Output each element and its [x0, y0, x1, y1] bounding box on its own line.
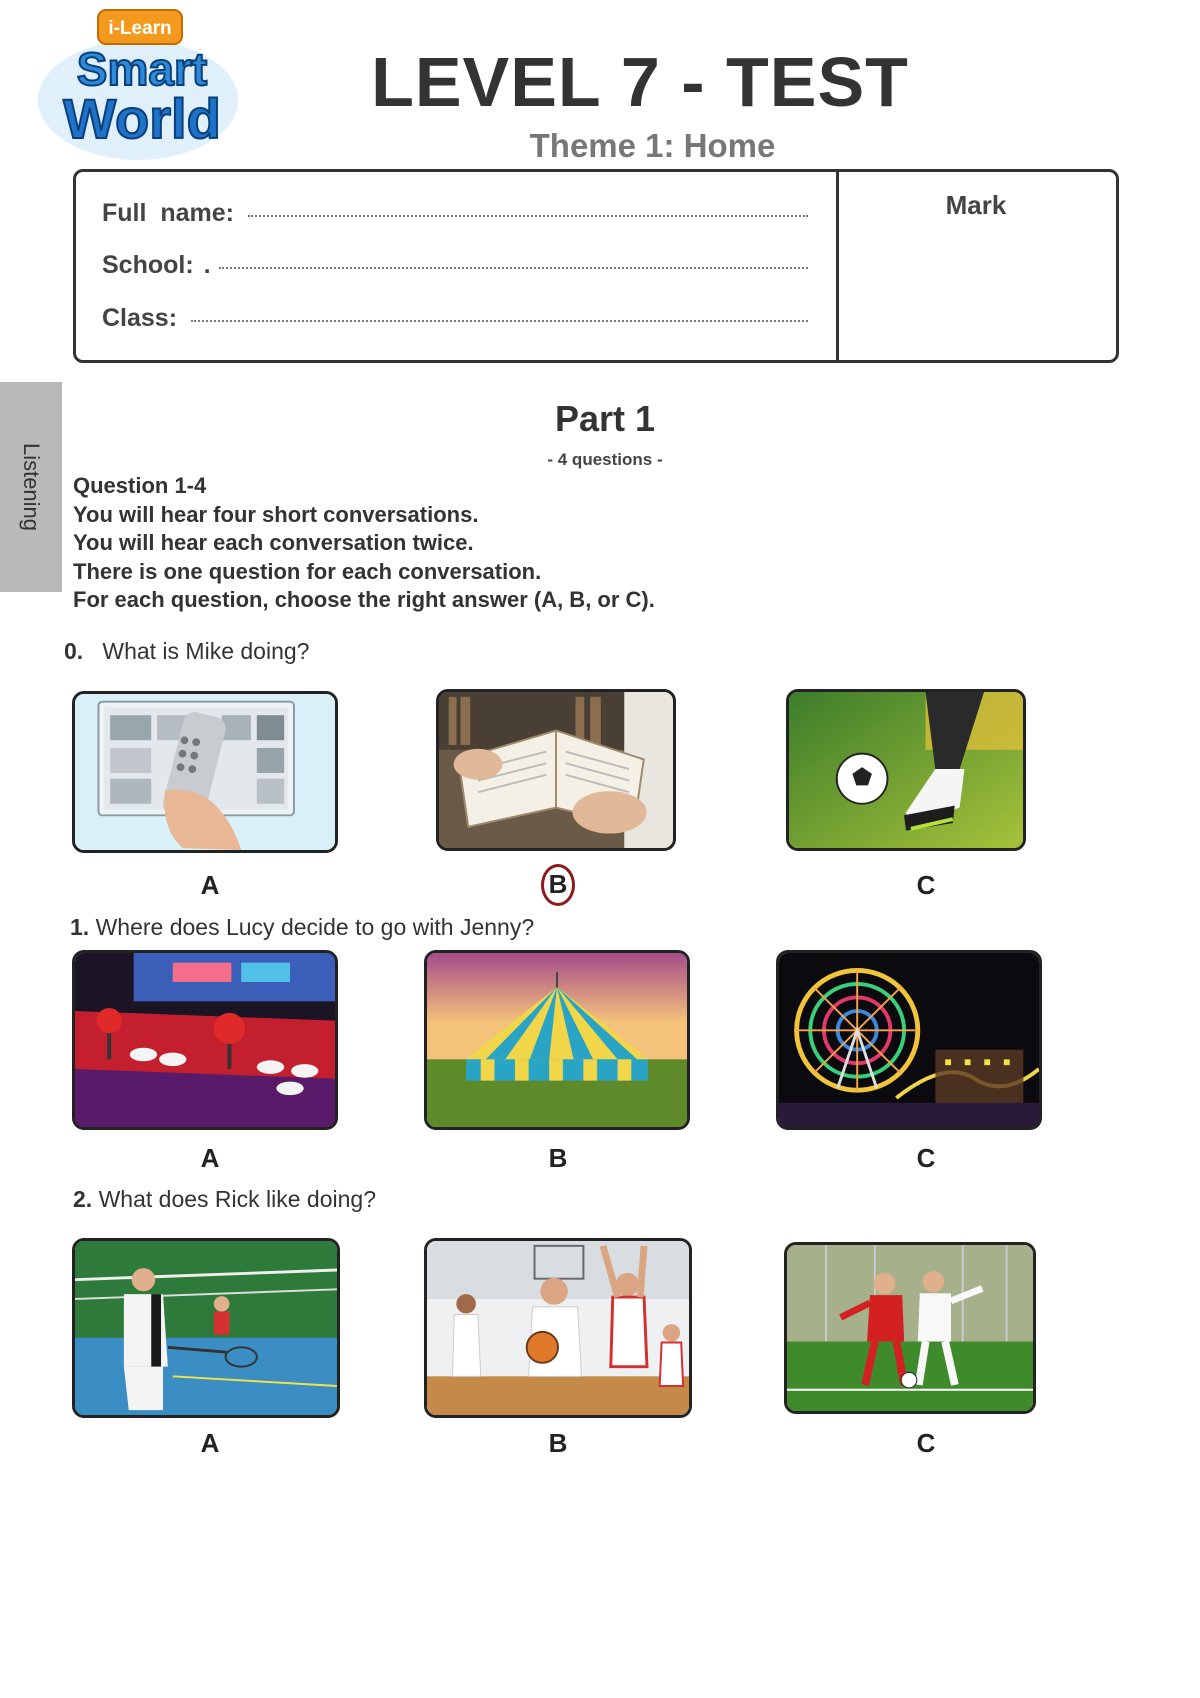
option-b[interactable]: B [548, 1428, 568, 1458]
funfair-ferris-wheel-picture[interactable] [776, 950, 1042, 1130]
question-number: 2. [73, 1186, 93, 1212]
page-title: LEVEL 7 - TEST [371, 43, 909, 121]
school-label: School: [102, 251, 194, 279]
class-field[interactable] [191, 320, 808, 322]
option-b-selected[interactable] [528, 864, 588, 906]
question-text: What does Rick like doing? [98, 1186, 376, 1212]
smart-world-logo [30, 5, 245, 165]
option-c[interactable]: C [916, 1428, 936, 1458]
full-name-label: Full name: [102, 199, 234, 227]
logo-line1-text: Smart [76, 43, 208, 95]
football-match-picture[interactable] [784, 1242, 1036, 1414]
class-row [102, 304, 808, 333]
question-text: Where does Lucy decide to go with Jenny? [95, 914, 535, 940]
question-text: What is Mike doing? [102, 638, 310, 664]
circus-tent-picture[interactable] [424, 950, 690, 1130]
instructions [73, 472, 655, 615]
side-tab-label: Listening [19, 442, 44, 532]
part-subtitle: - 4 questions - [547, 450, 663, 469]
question-0 [64, 638, 309, 665]
page-subtitle: Theme 1: Home [529, 127, 776, 164]
question-1 [70, 914, 534, 941]
class-label: Class: [102, 304, 178, 332]
logo-line2-text: World [63, 87, 221, 150]
mark-label: Mark [945, 190, 1007, 220]
badminton-picture[interactable] [72, 1238, 340, 1418]
option-c[interactable]: C [916, 1143, 936, 1173]
school-row [102, 251, 808, 280]
option-b[interactable]: B [548, 1143, 568, 1173]
question-number: 1. [70, 914, 90, 940]
full-name-row [102, 199, 808, 228]
instruction-line: You will hear each conversation twice. [73, 530, 474, 555]
option-a[interactable]: A [200, 1428, 220, 1458]
listening-side-tab [0, 382, 62, 592]
instruction-line: There is one question for each conversation. [73, 558, 542, 584]
question-number: 0. [64, 638, 84, 664]
school-field[interactable] [219, 267, 808, 269]
instruction-line: You will hear four short conversations. [73, 501, 479, 527]
selected-answer-circle: B [541, 864, 575, 906]
option-a[interactable]: A [200, 870, 220, 900]
basketball-picture[interactable] [424, 1238, 692, 1418]
option-a[interactable]: A [200, 1143, 220, 1173]
logo-badge-text: i-Learn [108, 18, 172, 39]
football-kick-picture[interactable] [786, 689, 1026, 851]
reading-book-picture[interactable] [436, 689, 676, 851]
question-2 [73, 1186, 376, 1213]
instruction-line: For each question, choose the right answer (A, B, or C). [73, 587, 655, 612]
school-mark: . [203, 251, 211, 279]
arcade-game-picture[interactable] [72, 950, 338, 1130]
part-title: Part 1 [554, 398, 656, 439]
tv-remote-picture[interactable] [72, 691, 338, 853]
student-info-box [73, 169, 1119, 363]
instruction-line: Question 1-4 [73, 473, 207, 498]
option-c[interactable]: C [916, 870, 936, 900]
full-name-field[interactable] [248, 215, 808, 217]
